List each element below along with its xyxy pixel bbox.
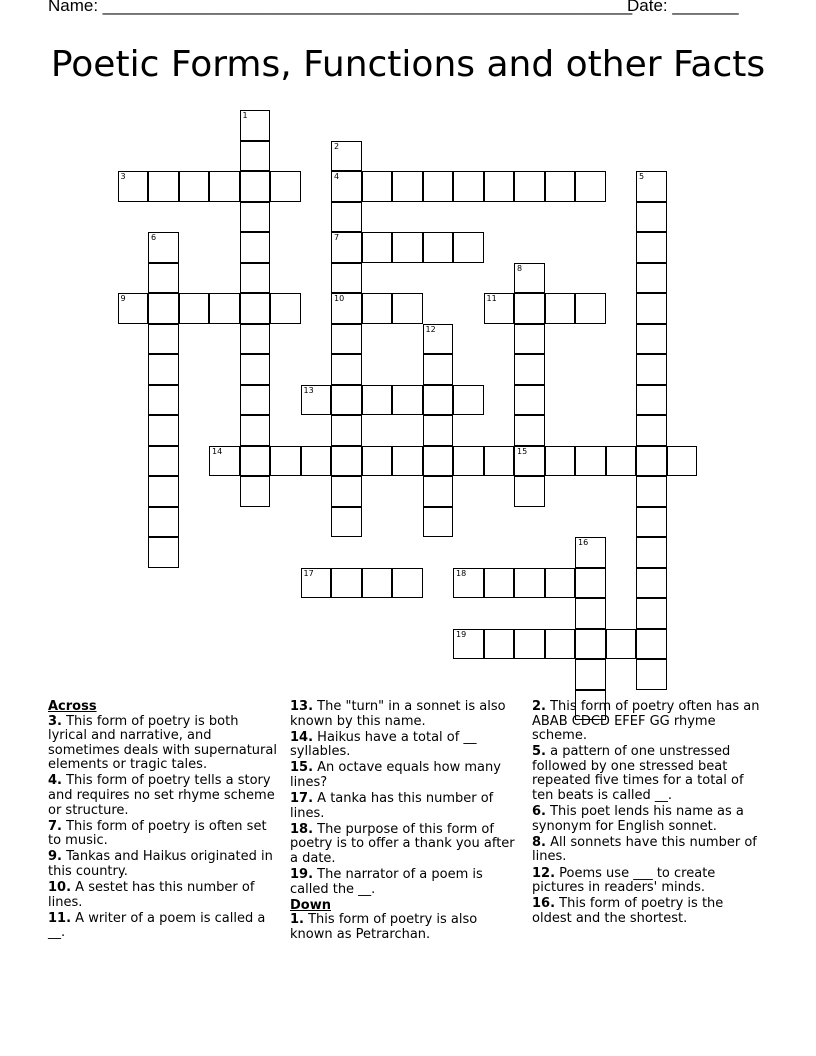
crossword-cell[interactable]	[331, 232, 362, 263]
clue-number: 14	[212, 446, 223, 456]
crossword-cell[interactable]	[514, 629, 545, 660]
crossword-cell[interactable]	[331, 446, 362, 477]
crossword-cell[interactable]	[606, 446, 637, 477]
clue-item-number: 13.	[290, 699, 314, 714]
clue-item-text: A writer of a poem is called a __.	[48, 910, 266, 941]
crossword-cell[interactable]	[636, 629, 667, 660]
crossword-cell[interactable]	[331, 476, 362, 507]
clue-item	[48, 774, 278, 818]
crossword-cell[interactable]	[148, 293, 179, 324]
crossword-cell[interactable]	[331, 171, 362, 202]
clue-item	[532, 836, 762, 865]
crossword-cell[interactable]	[331, 202, 362, 233]
clue-item-text: All sonnets have this number of lines.	[532, 834, 757, 865]
clue-column-3	[532, 700, 762, 928]
crossword-cell[interactable]	[484, 171, 515, 202]
clue-number: 10	[334, 294, 345, 303]
crossword-cell[interactable]	[636, 232, 667, 263]
crossword-cell[interactable]	[331, 141, 362, 172]
crossword-cell[interactable]	[575, 629, 606, 660]
crossword-cell[interactable]	[545, 293, 576, 324]
crossword-cell[interactable]	[392, 171, 423, 202]
clue-item-number: 5.	[532, 744, 546, 760]
crossword-cell[interactable]	[270, 446, 301, 477]
crossword-cell[interactable]	[636, 446, 667, 477]
crossword-cell[interactable]	[636, 659, 667, 690]
crossword-cell[interactable]	[484, 446, 515, 477]
clue-column-1	[48, 700, 278, 943]
crossword-cell[interactable]	[423, 324, 454, 355]
clue-item	[532, 897, 762, 926]
crossword-cell[interactable]	[331, 415, 362, 446]
crossword-cell[interactable]	[636, 385, 667, 416]
clue-number: 1	[242, 111, 248, 120]
clue-item-text: The purpose of this form of poetry is to offer a thank you after a date.	[290, 821, 515, 866]
crossword-cell[interactable]	[148, 537, 179, 568]
clue-item-text: This form of poetry often has an ABAB CDCD EFEF GG rhyme scheme.	[532, 699, 760, 744]
crossword-cell[interactable]	[362, 385, 393, 416]
clue-number: 7	[334, 233, 340, 242]
crossword-cell[interactable]	[453, 446, 484, 477]
clue-item-number: 7.	[48, 818, 62, 834]
crossword-cell[interactable]	[484, 629, 515, 660]
crossword-cell[interactable]	[575, 537, 606, 568]
crossword-cell[interactable]	[545, 446, 576, 477]
clue-number: 17	[303, 568, 314, 578]
clue-item-number: 11.	[48, 910, 72, 926]
crossword-cell[interactable]	[423, 476, 454, 507]
clue-item	[290, 823, 522, 867]
crossword-cell[interactable]	[148, 385, 179, 416]
clue-item-number: 2.	[532, 699, 546, 714]
crossword-cell[interactable]	[240, 171, 271, 202]
clue-item-text: The narrator of a poem is called the __.	[290, 867, 483, 897]
clue-item	[532, 805, 762, 834]
crossword-cell[interactable]	[240, 263, 271, 294]
clue-item	[290, 913, 522, 942]
crossword-cell[interactable]	[514, 171, 545, 202]
clue-item	[48, 715, 278, 773]
crossword-cell[interactable]	[636, 568, 667, 599]
crossword-cell[interactable]	[362, 232, 393, 263]
crossword-cell[interactable]	[514, 293, 545, 324]
clue-item	[532, 867, 762, 896]
crossword-cell[interactable]	[453, 171, 484, 202]
crossword-cell[interactable]	[148, 263, 179, 294]
crossword-cell[interactable]	[423, 385, 454, 416]
crossword-cell[interactable]	[270, 293, 301, 324]
clue-number: 18	[456, 568, 467, 578]
crossword-cell[interactable]	[240, 293, 271, 324]
clue-item-number: 3.	[48, 713, 62, 729]
crossword-cell[interactable]	[240, 446, 271, 477]
crossword-cell[interactable]	[575, 446, 606, 477]
crossword-cell[interactable]	[636, 202, 667, 233]
clue-number: 12	[425, 324, 436, 334]
crossword-cell[interactable]	[484, 568, 515, 599]
crossword-cell[interactable]	[423, 232, 454, 263]
clue-item-text: A sestet has this number of lines.	[48, 880, 255, 910]
page-title: Poetic Forms, Functions and other Facts	[50, 44, 766, 85]
crossword-cell[interactable]	[331, 293, 362, 324]
clue-number: 16	[578, 538, 589, 547]
crossword-cell[interactable]	[575, 659, 606, 690]
clue-item-number: 19.	[290, 867, 314, 883]
clue-item-number: 15.	[290, 760, 314, 776]
clue-section-heading: Down	[290, 897, 331, 913]
crossword-cell[interactable]	[118, 293, 149, 324]
crossword-cell[interactable]	[575, 171, 606, 202]
clue-number: 6	[151, 233, 157, 242]
crossword-cell[interactable]	[362, 568, 393, 599]
crossword-cell[interactable]	[514, 354, 545, 385]
crossword-cell[interactable]	[179, 171, 210, 202]
crossword-cell[interactable]	[240, 415, 271, 446]
crossword-cell[interactable]	[514, 568, 545, 599]
clue-number: 13	[303, 385, 314, 395]
crossword-cell[interactable]	[636, 263, 667, 294]
crossword-cell[interactable]	[331, 385, 362, 416]
clue-item	[290, 792, 522, 821]
crossword-cell[interactable]	[148, 232, 179, 263]
crossword-cell[interactable]	[240, 232, 271, 263]
crossword-cell[interactable]	[575, 598, 606, 629]
crossword-cell[interactable]	[331, 263, 362, 294]
clue-number: 9	[120, 294, 126, 303]
crossword-cell[interactable]	[148, 171, 179, 202]
clue-item	[48, 912, 278, 941]
crossword-cell[interactable]	[209, 446, 240, 477]
crossword-cell[interactable]	[331, 568, 362, 599]
crossword-cell[interactable]	[331, 507, 362, 538]
clue-item-text: This form of poetry is the oldest and the shortest.	[532, 896, 724, 926]
crossword-cell[interactable]	[423, 171, 454, 202]
crossword-cell[interactable]	[636, 354, 667, 385]
clue-number: 11	[486, 294, 497, 303]
crossword-cell[interactable]	[636, 507, 667, 538]
clue-item-text: This form of poetry is also known as Petrarchan.	[290, 912, 478, 942]
crossword-cell[interactable]	[514, 476, 545, 507]
crossword-cell[interactable]	[575, 568, 606, 599]
clue-item-number: 1.	[290, 912, 304, 928]
crossword-cell[interactable]	[423, 354, 454, 385]
crossword-cell[interactable]	[209, 171, 240, 202]
name-field-label: Name: ________________________________________________________	[48, 0, 633, 15]
clue-number: 4	[334, 172, 340, 181]
crossword-cell[interactable]	[514, 324, 545, 355]
clue-number: 2	[334, 141, 340, 151]
clue-item-text: An octave equals how many lines?	[290, 760, 501, 790]
crossword-cell[interactable]	[453, 385, 484, 416]
crossword-cell[interactable]	[636, 171, 667, 202]
crossword-cell[interactable]	[148, 354, 179, 385]
crossword-cell[interactable]	[453, 629, 484, 660]
crossword-cell[interactable]	[545, 629, 576, 660]
crossword-cell[interactable]	[209, 293, 240, 324]
crossword-cell[interactable]	[148, 324, 179, 355]
crossword-cell[interactable]	[148, 476, 179, 507]
clue-number: 5	[639, 172, 645, 181]
crossword-cell[interactable]	[392, 568, 423, 599]
crossword-cell[interactable]	[514, 263, 545, 294]
crossword-cell[interactable]	[240, 354, 271, 385]
clue-item-text: This form of poetry is often set to music.	[48, 818, 267, 849]
clue-item	[290, 700, 522, 729]
clue-item	[532, 745, 762, 803]
clue-item-text: a pattern of one unstressed followed by one stressed beat repeated five times for a total of ten beats is called __.	[532, 744, 744, 804]
clue-item-number: 4.	[48, 773, 62, 789]
crossword-cell[interactable]	[240, 385, 271, 416]
clue-item-number: 9.	[48, 849, 62, 865]
crossword-cell[interactable]	[331, 354, 362, 385]
clue-item-number: 16.	[532, 896, 556, 912]
clue-item	[290, 868, 522, 897]
crossword-cell[interactable]	[392, 446, 423, 477]
crossword-cell[interactable]	[362, 446, 393, 477]
crossword-cell[interactable]	[270, 171, 301, 202]
clue-item	[532, 700, 762, 744]
clue-item-number: 12.	[532, 865, 556, 881]
clue-number: 15	[517, 446, 528, 456]
crossword-cell[interactable]	[240, 110, 271, 141]
crossword-cell[interactable]	[423, 446, 454, 477]
clue-item-text: Poems use ___ to create pictures in readers' minds.	[532, 865, 716, 896]
clue-number: 19	[456, 629, 467, 639]
crossword-cell[interactable]	[148, 446, 179, 477]
crossword-cell[interactable]	[301, 385, 332, 416]
clue-item	[48, 850, 278, 879]
crossword-cell[interactable]	[484, 293, 515, 324]
clue-item-text: Tankas and Haikus originated in this country.	[48, 849, 273, 880]
clue-section-heading: Across	[48, 699, 97, 714]
crossword-cell[interactable]	[636, 324, 667, 355]
crossword-cell[interactable]	[301, 568, 332, 599]
clue-item-text: A tanka has this number of lines.	[290, 791, 494, 821]
clue-item-text: Haikus have a total of __ syllables.	[290, 729, 477, 760]
clue-item-number: 10.	[48, 880, 72, 896]
clue-item-text: This form of poetry is both lyrical and narrative, and sometimes deals with supernatural elements or tragic tales.	[48, 713, 277, 773]
date-field-label: Date: _______	[627, 0, 739, 15]
crossword-cell[interactable]	[392, 232, 423, 263]
crossword-cell[interactable]	[423, 415, 454, 446]
crossword-cell[interactable]	[148, 507, 179, 538]
crossword-cell[interactable]	[362, 171, 393, 202]
crossword-cell[interactable]	[453, 232, 484, 263]
clue-item	[48, 881, 278, 910]
crossword-cell[interactable]	[514, 385, 545, 416]
clue-number: 8	[517, 263, 523, 273]
crossword-cell[interactable]	[636, 415, 667, 446]
clue-item-text: The "turn" in a sonnet is also known by this name.	[290, 699, 506, 729]
crossword-cell[interactable]	[240, 476, 271, 507]
crossword-cell[interactable]	[453, 568, 484, 599]
crossword-cell[interactable]	[514, 446, 545, 477]
clue-item-text: This form of poetry tells a story and requires no set rhyme scheme or structure.	[48, 773, 275, 818]
crossword-cell[interactable]	[636, 293, 667, 324]
crossword-cell[interactable]	[423, 507, 454, 538]
clue-item-number: 17.	[290, 791, 314, 807]
crossword-cell[interactable]	[240, 141, 271, 172]
crossword-cell[interactable]	[545, 171, 576, 202]
clue-item-number: 14.	[290, 729, 314, 745]
crossword-cell[interactable]	[667, 446, 698, 477]
clue-item-number: 6.	[532, 804, 546, 820]
clue-number: 3	[120, 172, 126, 181]
crossword-cell[interactable]	[240, 324, 271, 355]
crossword-cell[interactable]	[392, 293, 423, 324]
clue-item-number: 8.	[532, 834, 546, 850]
crossword-cell[interactable]	[514, 415, 545, 446]
clue-column-2	[290, 700, 522, 944]
crossword-cell[interactable]	[575, 293, 606, 324]
crossword-cell[interactable]	[179, 293, 210, 324]
crossword-cell[interactable]	[636, 476, 667, 507]
crossword-cell[interactable]	[362, 293, 393, 324]
clue-item	[48, 820, 278, 849]
clue-item-text: This poet lends his name as a synonym for English sonnet.	[532, 804, 744, 834]
crossword-cell[interactable]	[636, 537, 667, 568]
crossword-cell[interactable]	[545, 568, 576, 599]
crossword-cell[interactable]	[331, 324, 362, 355]
crossword-cell[interactable]	[240, 202, 271, 233]
crossword-cell[interactable]	[301, 446, 332, 477]
clue-item-number: 18.	[290, 821, 314, 837]
crossword-cell[interactable]	[636, 598, 667, 629]
crossword-cell[interactable]	[148, 415, 179, 446]
clue-item	[290, 731, 522, 760]
crossword-cell[interactable]	[392, 385, 423, 416]
crossword-cell[interactable]	[606, 629, 637, 660]
crossword-cell[interactable]	[118, 171, 149, 202]
clue-item	[290, 761, 522, 790]
